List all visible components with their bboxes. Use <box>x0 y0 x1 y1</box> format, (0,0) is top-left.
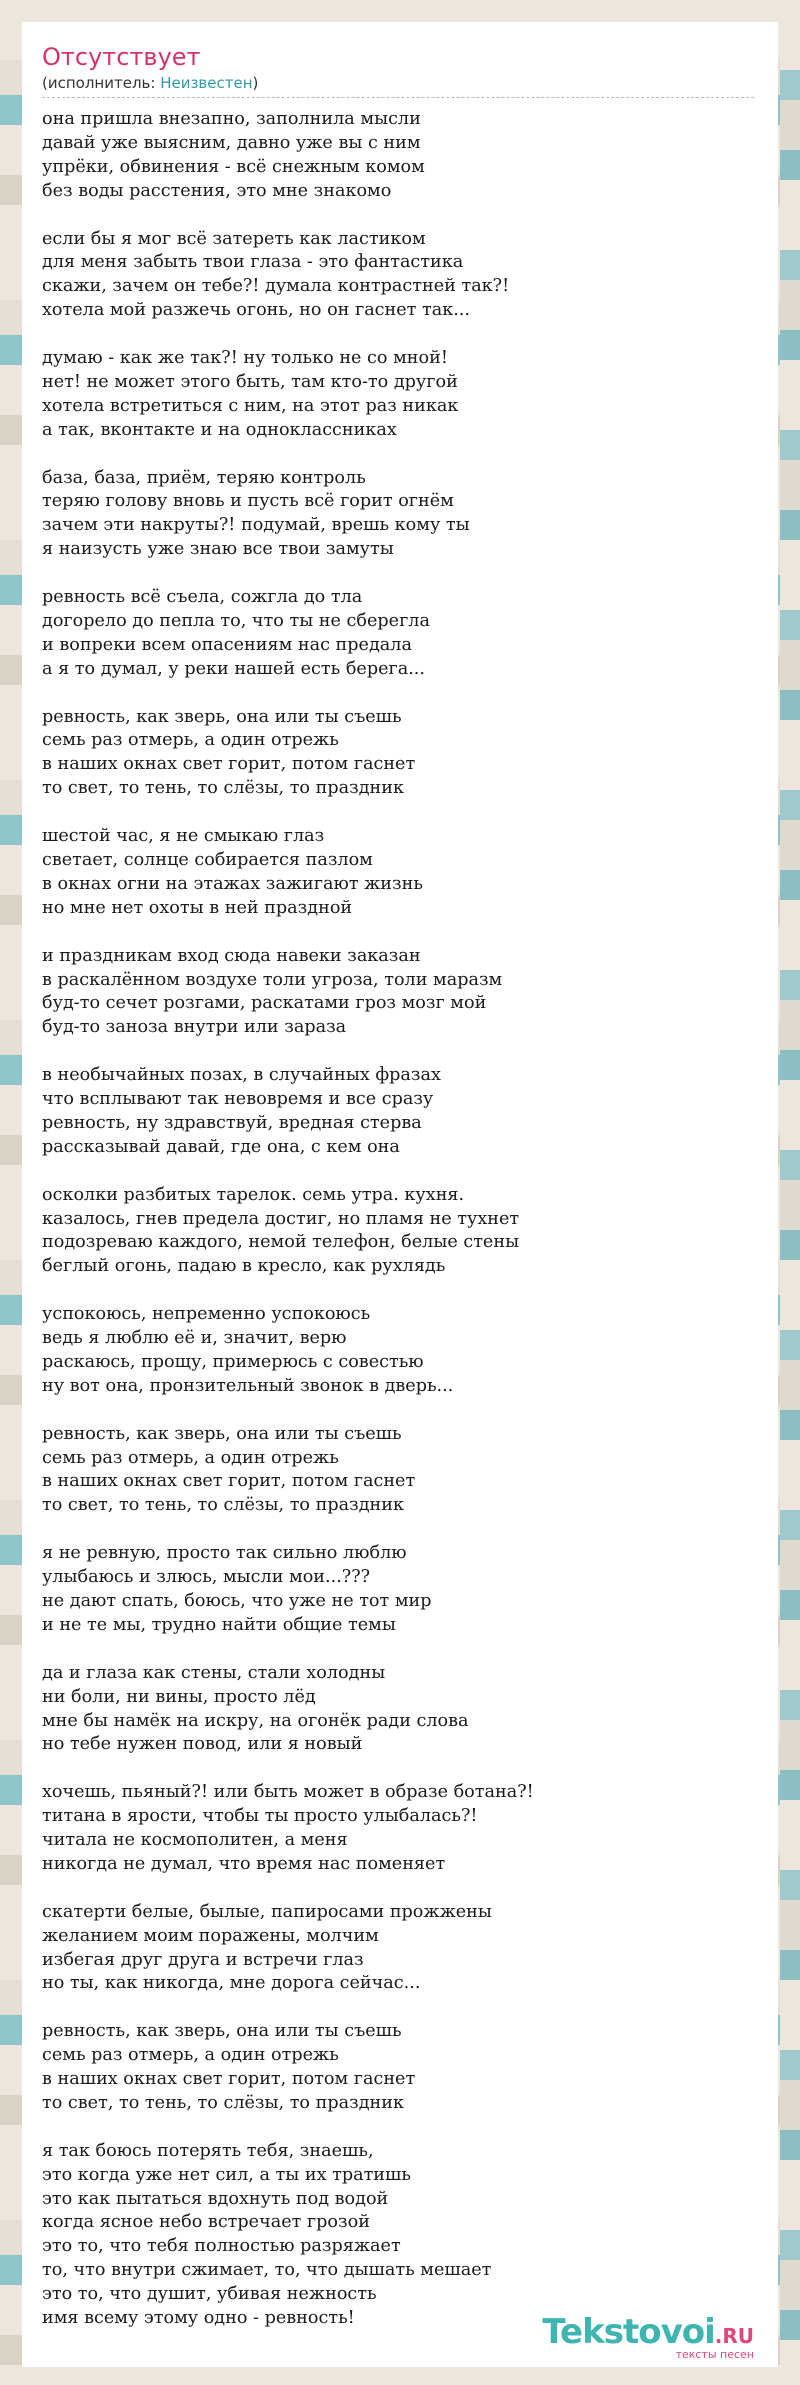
lyrics-line: это как пытаться вдохнуть под водой <box>42 2188 389 2209</box>
lyrics-line: семь раз отмерь, а один отрежь <box>42 2045 339 2066</box>
lyrics-stanza <box>42 945 758 1041</box>
lyrics-stanza <box>42 825 758 921</box>
lyrics-stanza <box>42 1184 758 1280</box>
lyrics-line: мне бы намёк на искру, на огонёк ради слова <box>42 1710 469 1731</box>
lyrics-line: то свет, то тень, то слёзы, то праздник <box>42 2092 404 2113</box>
lyrics-line: ревность, как зверь, она или ты съешь <box>42 2021 402 2042</box>
lyrics-stanza <box>42 1064 758 1160</box>
lyrics-line: хотела мой разжечь огонь, но он гаснет так... <box>42 300 470 321</box>
lyrics-line: и не те мы, трудно найти общие темы <box>42 1614 396 1635</box>
lyrics-stanza <box>42 108 758 204</box>
lyrics-line: светает, солнце собирается пазлом <box>42 850 373 870</box>
lyrics-stanza <box>42 467 758 563</box>
lyrics-line: я наизусть уже знаю все твои замуты <box>42 539 394 560</box>
lyrics-line: буд-то сечет розгами, раскатами гроз мозг мой <box>42 993 487 1014</box>
lyrics-line: а я то думал, у реки нашей есть берега... <box>42 658 425 679</box>
lyrics-line: нет! не может этого быть, там кто-то другой <box>42 371 458 392</box>
lyrics-line: база, база, приём, теряю контроль <box>42 467 366 488</box>
lyrics-line: когда ясное небо встречает грозой <box>42 2212 370 2233</box>
lyrics-line: в наших окнах свет горит, потом гаснет <box>42 1471 416 1492</box>
lyrics-line: но тебе нужен повод, или я новый <box>42 1734 363 1755</box>
lyrics-line: ревность, как зверь, она или ты съешь <box>42 706 402 727</box>
lyrics-line: но мне нет охоты в ней праздной <box>42 897 353 918</box>
lyrics-line: ревность, как зверь, она или ты съешь <box>42 1423 402 1444</box>
lyrics-stanza <box>42 1901 758 1997</box>
lyrics-stanza <box>42 1423 758 1519</box>
lyrics-stanza <box>42 1542 758 1638</box>
lyrics-line: не дают спать, боюсь, что уже не тот мир <box>42 1591 432 1611</box>
lyrics-stanza <box>42 2140 758 2331</box>
song-header <box>42 42 758 98</box>
performer-suffix: ) <box>252 74 259 92</box>
lyrics-line: беглый огонь, падаю в кресло, как рухлядь <box>42 1256 446 1277</box>
lyrics-line: рассказывай давай, где она, с кем она <box>42 1136 400 1157</box>
lyrics-line: хотела встретиться с ним, на этот раз никак <box>42 395 459 416</box>
lyrics-line: упрёки, обвинения - всё снежным комом <box>42 156 425 177</box>
lyrics-line: шестой час, я не смыкаю глаз <box>42 826 325 847</box>
lyrics-line: скатерти белые, былые, папиросами прожжены <box>42 1901 492 1922</box>
lyrics-line: казалось, гнев предела достиг, но пламя не тухнет <box>42 1208 520 1229</box>
lyrics-line: думаю - как же так?! ну только не со мной! <box>42 348 448 369</box>
lyrics-line: это когда уже нет сил, а ты их тратишь <box>42 2164 411 2185</box>
song-title: Отсутствует <box>42 43 201 71</box>
site-logo[interactable] <box>542 2314 754 2361</box>
lyrics-line: семь раз отмерь, а один отрежь <box>42 730 339 751</box>
lyrics-line: я так боюсь потерять тебя, знаешь, <box>42 2140 374 2161</box>
lyrics-line: улыбаюсь и злюсь, мысли мои...??? <box>42 1567 371 1588</box>
lyrics-line: раскаюсь, прощу, примерюсь с совестью <box>42 1351 424 1372</box>
performer-link[interactable]: Неизвестен <box>160 74 253 92</box>
lyrics-line: ну вот она, пронзительный звонок в дверь... <box>42 1375 454 1396</box>
lyrics-line: в необычайных позах, в случайных фразах <box>42 1065 441 1086</box>
lyrics-line: в наших окнах свет горит, потом гаснет <box>42 2069 416 2090</box>
lyrics-line: а так, вконтакте и на одноклассниках <box>42 419 397 440</box>
lyrics-line: в раскалённом воздухе толи угроза, толи маразм <box>42 969 503 990</box>
lyrics-stanza <box>42 2020 758 2116</box>
lyrics-line: да и глаза как стены, стали холодны <box>42 1662 386 1683</box>
lyrics-stanza <box>42 228 758 324</box>
lyrics-line: читала не космополитен, а меня <box>42 1830 348 1851</box>
lyrics-line: успокоюсь, непременно успокоюсь <box>42 1304 371 1325</box>
lyrics-line: зачем эти накруты?! подумай, врешь кому ты <box>42 515 470 536</box>
background-stripes <box>780 0 800 2385</box>
lyrics-line: то свет, то тень, то слёзы, то праздник <box>42 778 404 799</box>
logo-subtitle: тексты песен <box>675 2348 754 2361</box>
lyrics-line: это то, что тебя полностью разряжает <box>42 2236 401 2257</box>
lyrics-line: то, что внутри сжимает, то, что дышать мешает <box>42 2260 492 2281</box>
performer-line <box>42 72 754 98</box>
lyrics-line: имя всему этому одно - ревность! <box>42 2308 355 2329</box>
lyrics-line: скажи, зачем он тебе?! думала контрастней так?! <box>42 276 510 297</box>
lyrics-line: без воды расстения, это мне знакомо <box>42 180 392 201</box>
lyrics-text <box>42 108 758 2331</box>
lyrics-line: в наших окнах свет горит, потом гаснет <box>42 754 416 775</box>
lyrics-stanza <box>42 1781 758 1877</box>
lyrics-stanza <box>42 706 758 802</box>
lyrics-line: это то, что душит, убивая нежность <box>42 2284 377 2305</box>
lyrics-line: что всплывают так невовремя и все сразу <box>42 1089 434 1110</box>
lyrics-line: избегая друг друга и встречи глаз <box>42 1949 364 1970</box>
logo-wordmark: Tekstovoi <box>542 2312 715 2352</box>
lyrics-line: догорело до пепла то, что ты не сберегла <box>42 610 430 631</box>
lyrics-line: ни боли, ни вины, просто лёд <box>42 1686 316 1707</box>
lyrics-line: и вопреки всем опасениям нас предала <box>42 634 412 655</box>
lyrics-line: ведь я люблю её и, значит, верю <box>42 1328 347 1349</box>
lyrics-stanza <box>42 1662 758 1758</box>
lyrics-line: но ты, как никогда, мне дорога сейчас... <box>42 1973 421 1994</box>
lyrics-line: и праздникам вход сюда навеки заказан <box>42 945 421 966</box>
lyrics-line: если бы я мог всё затереть как ластиком <box>42 228 426 249</box>
lyrics-line: она пришла внезапно, заполнила мысли <box>42 109 421 129</box>
lyrics-line: давай уже выясним, давно уже вы с ним <box>42 132 421 153</box>
lyrics-line: я не ревную, просто так сильно люблю <box>42 1543 407 1564</box>
lyrics-line: семь раз отмерь, а один отрежь <box>42 1447 339 1468</box>
lyrics-line: в окнах огни на этажах зажигают жизнь <box>42 873 423 894</box>
lyrics-line: желанием моим поражены, молчим <box>42 1925 379 1946</box>
lyrics-line: осколки разбитых тарелок. семь утра. кухня. <box>42 1184 465 1205</box>
performer-prefix: (исполнитель: <box>42 74 161 92</box>
lyrics-stanza <box>42 1303 758 1399</box>
lyrics-line: ревность всё съела, сожгла до тла <box>42 587 363 608</box>
logo-tld: .RU <box>714 2324 754 2348</box>
lyrics-card <box>22 22 778 2367</box>
lyrics-line: титана в ярости, чтобы ты просто улыбалась?! <box>42 1806 478 1827</box>
lyrics-line: теряю голову вновь и пусть всё горит огнём <box>42 491 454 512</box>
lyrics-line: хочешь, пьяный?! или быть может в образе ботана?! <box>42 1782 534 1803</box>
lyrics-line: подозреваю каждого, немой телефон, белые стены <box>42 1232 520 1253</box>
lyrics-line: буд-то заноза внутри или зараза <box>42 1017 347 1038</box>
lyrics-line: для меня забыть твои глаза - это фантастика <box>42 252 464 273</box>
lyrics-stanza <box>42 347 758 443</box>
lyrics-line: никогда не думал, что время нас поменяет <box>42 1853 446 1874</box>
lyrics-line: то свет, то тень, то слёзы, то праздник <box>42 1495 404 1516</box>
lyrics-line: ревность, ну здравствуй, вредная стерва <box>42 1112 422 1133</box>
lyrics-stanza <box>42 586 758 682</box>
